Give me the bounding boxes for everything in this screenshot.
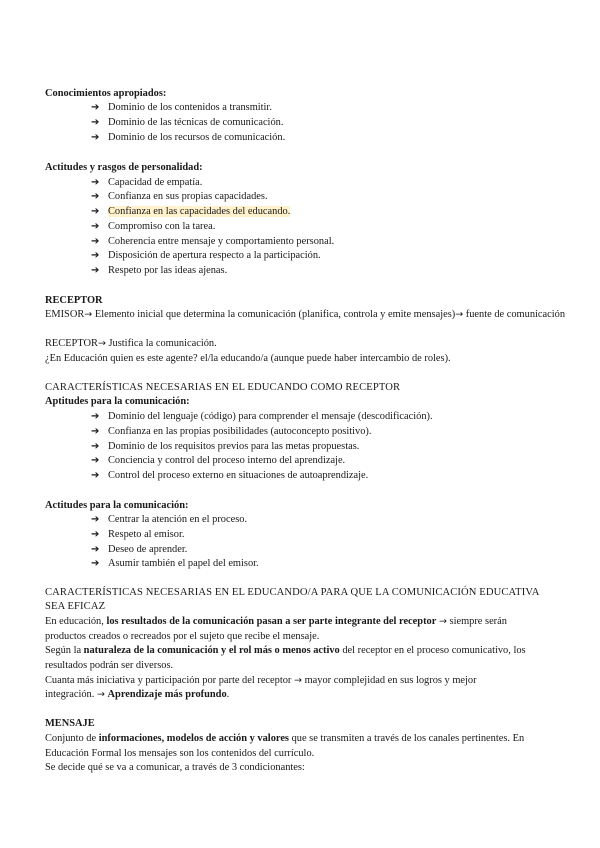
arrow-bullet-icon: ➔ — [91, 265, 100, 276]
arrow-bullet-icon: ➔ — [91, 250, 100, 261]
list-item: ➔ Dominio de los requisitos previos para las metas propuestas. — [91, 441, 360, 452]
arrow-bullet-icon: ➔ — [91, 221, 100, 232]
conocimientos-heading: Conocimientos apropiados: — [45, 88, 167, 99]
emisor-line: EMISOR→ Elemento inicial que determina la comunicación (planifica, controla y emite mensajes)→ fuente de comunicación — [45, 309, 566, 320]
actitudes-comunicacion-heading: Actitudes para la comunicación: — [45, 500, 189, 511]
receptor-question: ¿En Educación quien es este agente? el/la educando/a (aunque puede haber intercambio de roles). — [45, 353, 451, 364]
caract-eficaz-heading: CARACTERÍSTICAS NECESARIAS EN EL EDUCANDO/A PARA QUE LA COMUNICACIÓN EDUCATIVA — [45, 587, 540, 598]
eficaz-paragraph-2: Según la naturaleza de la comunicación y el rol más o menos activo del receptor en el proceso comunicativo, los — [45, 645, 526, 656]
mensaje-line-2: Educación Formal los mensajes son los contenidos del currículo. — [45, 748, 315, 759]
receptor-line: RECEPTOR→ Justifica la comunicación. — [45, 338, 217, 349]
actitudes-heading: Actitudes y rasgos de personalidad: — [45, 162, 203, 173]
arrow-bullet-icon: ➔ — [91, 426, 100, 437]
arrow-bullet-icon: ➔ — [91, 544, 100, 555]
caract-receptor-heading: CARACTERÍSTICAS NECESARIAS EN EL EDUCANDO COMO RECEPTOR — [45, 382, 401, 393]
eficaz-paragraph-1-cont: productos creados o recreados por el sujeto que recibe el mensaje. — [45, 631, 320, 642]
list-item: ➔ Dominio de los contenidos a transmitir. — [91, 102, 272, 113]
list-item-highlighted: ➔ Confianza en las capacidades del educando. — [91, 206, 291, 217]
arrow-bullet-icon: ➔ — [91, 132, 100, 143]
arrow-bullet-icon: ➔ — [91, 558, 100, 569]
list-item: ➔ Coherencia entre mensaje y comportamiento personal. — [91, 236, 335, 247]
eficaz-paragraph-3: Cuanta más iniciativa y participación por parte del receptor → mayor complejidad en sus logros y mejor — [45, 675, 477, 686]
list-item: ➔ Centrar la atención en el proceso. — [91, 514, 248, 525]
arrow-bullet-icon: ➔ — [91, 236, 100, 247]
eficaz-paragraph-3-cont: integración. → Aprendizaje más profundo. — [45, 689, 230, 700]
list-item: ➔ Dominio de los recursos de comunicación. — [91, 132, 286, 143]
list-item: ➔ Dominio de las técnicas de comunicación. — [91, 117, 284, 128]
list-item: ➔ Confianza en las propias posibilidades (autoconcepto positivo). — [91, 426, 372, 437]
arrow-bullet-icon: ➔ — [91, 514, 100, 525]
list-item: ➔ Conciencia y control del proceso interno del aprendizaje. — [91, 455, 346, 466]
arrow-bullet-icon: ➔ — [91, 441, 100, 452]
arrow-bullet-icon: ➔ — [91, 470, 100, 481]
mensaje-line-1: Conjunto de informaciones, modelos de acción y valores que se transmiten a través de los canales pertinentes. En — [45, 733, 525, 744]
list-item: ➔ Respeto por las ideas ajenas. — [91, 265, 228, 276]
eficaz-paragraph-1: En educación, los resultados de la comunicación pasan a ser parte integrante del receptor → siempre serán — [45, 616, 507, 627]
arrow-bullet-icon: ➔ — [91, 177, 100, 188]
list-item: ➔ Respeto al emisor. — [91, 529, 185, 540]
aptitudes-heading: Aptitudes para la comunicación: — [45, 396, 190, 407]
eficaz-paragraph-2-cont: resultados podrán ser diversos. — [45, 660, 174, 671]
arrow-bullet-icon: ➔ — [91, 411, 100, 422]
arrow-bullet-icon: ➔ — [91, 455, 100, 466]
receptor-heading: RECEPTOR — [45, 295, 103, 306]
arrow-bullet-icon: ➔ — [91, 117, 100, 128]
list-item: ➔ Deseo de aprender. — [91, 544, 188, 555]
list-item: ➔ Control del proceso externo en situaciones de autoaprendizaje. — [91, 470, 369, 481]
arrow-bullet-icon: ➔ — [91, 102, 100, 113]
arrow-bullet-icon: ➔ — [91, 529, 100, 540]
mensaje-heading: MENSAJE — [45, 718, 95, 729]
caract-eficaz-heading-cont: SEA EFICAZ — [45, 601, 106, 612]
list-item: ➔ Confianza en sus propias capacidades. — [91, 191, 268, 202]
list-item: ➔ Compromiso con la tarea. — [91, 221, 216, 232]
arrow-bullet-icon: ➔ — [91, 191, 100, 202]
list-item: ➔ Capacidad de empatía. — [91, 177, 203, 188]
list-item: ➔ Asumir también el papel del emisor. — [91, 558, 259, 569]
arrow-bullet-icon: ➔ — [91, 206, 100, 217]
list-item: ➔ Disposición de apertura respecto a la participación. — [91, 250, 321, 261]
list-item: ➔ Dominio del lenguaje (código) para comprender el mensaje (descodificación). — [91, 411, 433, 422]
mensaje-line-3: Se decide qué se va a comunicar, a través de 3 condicionantes: — [45, 762, 305, 773]
